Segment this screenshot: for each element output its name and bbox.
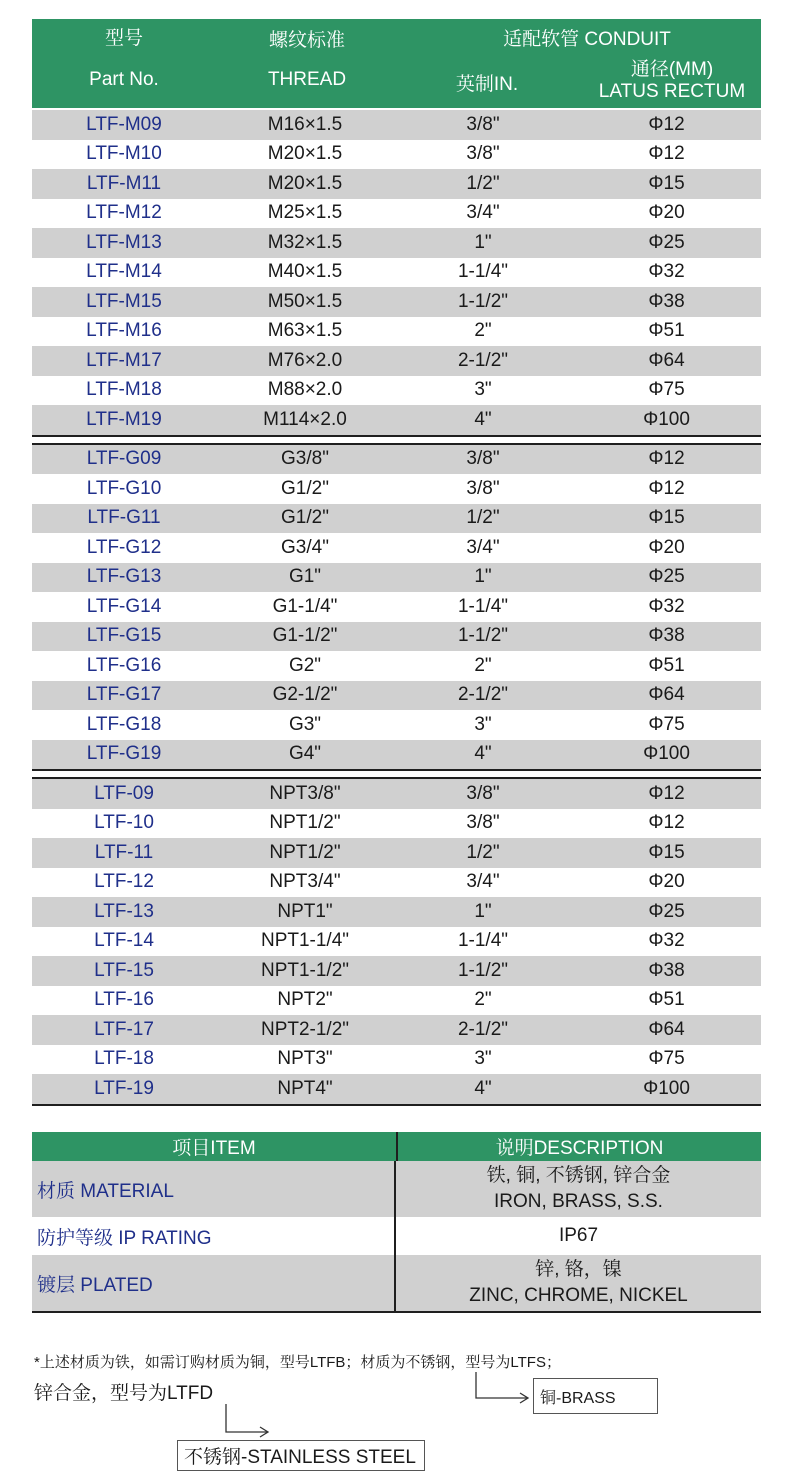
- latus-rectum-cell: Φ38: [648, 959, 685, 981]
- thread-cell: M76×2.0: [267, 349, 343, 371]
- latus-rectum-cell: Φ51: [648, 654, 685, 676]
- table-row: [32, 1045, 761, 1075]
- table-row: [32, 533, 761, 563]
- table-row: [32, 779, 761, 809]
- item-table: [32, 1132, 761, 1313]
- table-row: [32, 199, 761, 229]
- part-number-cell: LTF-17: [94, 1018, 154, 1040]
- note-line-1: *上述材质为铁，如需订购材质为铜，型号LTFB；材质为不锈钢，型号为LTFS；: [34, 1354, 561, 1371]
- table-row: [32, 986, 761, 1016]
- latus-rectum-cell: Φ64: [648, 349, 685, 371]
- table-row: [32, 376, 761, 406]
- latus-rectum-cell: Φ64: [648, 1018, 685, 1040]
- thread-cell: NPT1-1/2": [260, 959, 350, 981]
- table-row: [32, 110, 761, 140]
- table-row: [32, 258, 761, 288]
- inch-size-cell: 3/8": [466, 477, 500, 499]
- thread-cell: M16×1.5: [267, 113, 343, 135]
- thread-cell: G3": [288, 713, 322, 735]
- thread-cell: NPT4": [277, 1077, 333, 1099]
- header-latus-zh: 通径(MM): [630, 59, 714, 80]
- header-conduit: 适配软管 CONDUIT: [503, 29, 671, 50]
- thread-cell: M88×2.0: [267, 379, 343, 401]
- part-number-cell: LTF-M10: [86, 143, 162, 165]
- inch-size-cell: 1": [474, 231, 492, 253]
- inch-size-cell: 2": [474, 989, 492, 1011]
- item-table-header: [32, 1132, 761, 1161]
- row-group-2: [32, 443, 761, 772]
- thread-cell: NPT3/4": [269, 871, 341, 893]
- inch-size-cell: 4": [474, 408, 492, 430]
- part-number-cell: LTF-G11: [87, 507, 161, 529]
- thread-cell: G1": [288, 566, 322, 588]
- part-number-cell: LTF-M19: [86, 408, 162, 430]
- inch-size-cell: 3/8": [466, 448, 500, 470]
- thread-cell: G4": [288, 743, 322, 765]
- part-number-cell: LTF-G15: [86, 625, 162, 647]
- table-row: [32, 445, 761, 475]
- part-number-cell: LTF-13: [94, 900, 154, 922]
- header-latus-en: LATUS RECTUM: [598, 81, 746, 102]
- header-inch: 英制IN.: [455, 74, 519, 95]
- row-group-1: [32, 110, 761, 437]
- latus-rectum-cell: Φ15: [648, 841, 685, 863]
- latus-rectum-cell: Φ25: [648, 231, 685, 253]
- inch-size-cell: 2-1/2": [457, 349, 509, 371]
- thread-cell: M20×1.5: [267, 172, 343, 194]
- brass-arrow-icon: [476, 1372, 528, 1403]
- ip-rating-value: IP67: [558, 1225, 599, 1246]
- part-number-cell: LTF-10: [94, 812, 154, 834]
- latus-rectum-cell: Φ100: [643, 743, 690, 765]
- stainless-steel-callout: 不锈钢-STAINLESS STEEL: [177, 1440, 425, 1471]
- ip-rating-label: 防护等级 IP RATING: [32, 1217, 396, 1255]
- spec-table-body: [32, 110, 761, 1106]
- latus-rectum-cell: Φ15: [648, 507, 685, 529]
- inch-size-cell: 1-1/4": [457, 261, 509, 283]
- latus-rectum-cell: Φ25: [648, 566, 685, 588]
- table-row: [32, 228, 761, 258]
- part-number-cell: LTF-G12: [86, 536, 162, 558]
- part-number-cell: LTF-G10: [86, 477, 162, 499]
- spec-table-header: [32, 19, 761, 108]
- part-number-cell: LTF-G17: [86, 684, 162, 706]
- part-number-cell: LTF-12: [94, 871, 154, 893]
- thread-cell: M114×2.0: [263, 408, 347, 430]
- thread-cell: M20×1.5: [267, 143, 343, 165]
- part-number-cell: LTF-M12: [86, 202, 162, 224]
- header-thread-zh: 螺纹标准: [268, 30, 345, 51]
- inch-size-cell: 1": [474, 566, 492, 588]
- latus-rectum-cell: Φ12: [648, 113, 685, 135]
- table-row: [32, 868, 761, 898]
- part-number-cell: LTF-M11: [86, 172, 162, 194]
- latus-rectum-cell: Φ75: [648, 1048, 685, 1070]
- table-row: [32, 809, 761, 839]
- plated-value: [396, 1255, 761, 1311]
- table-row: [32, 287, 761, 317]
- plated-value-en: ZINC, CHROME, NICKEL: [469, 1285, 688, 1306]
- part-number-cell: LTF-M13: [86, 231, 162, 253]
- note-line-2: 锌合金，型号为LTFD: [34, 1383, 214, 1404]
- latus-rectum-cell: Φ38: [648, 290, 685, 312]
- part-number-cell: LTF-M17: [86, 349, 162, 371]
- part-number-cell: LTF-M15: [86, 290, 162, 312]
- part-number-cell: LTF-11: [94, 841, 154, 863]
- table-row: [32, 927, 761, 957]
- spec-table: [32, 19, 761, 1106]
- inch-size-cell: 3": [474, 713, 492, 735]
- latus-rectum-cell: Φ12: [648, 143, 685, 165]
- inch-size-cell: 4": [474, 1077, 492, 1099]
- latus-rectum-cell: Φ64: [648, 684, 685, 706]
- part-number-cell: LTF-G18: [86, 713, 162, 735]
- latus-rectum-cell: Φ15: [648, 172, 685, 194]
- table-row: [32, 1015, 761, 1045]
- inch-size-cell: 1": [474, 900, 492, 922]
- part-number-cell: LTF-16: [94, 989, 154, 1011]
- table-row: [32, 592, 761, 622]
- part-number-cell: LTF-G19: [86, 743, 162, 765]
- stainless-arrow-icon: [226, 1404, 268, 1437]
- inch-size-cell: 3/4": [466, 871, 500, 893]
- row-group-3: [32, 777, 761, 1106]
- inch-size-cell: 3/8": [466, 143, 500, 165]
- latus-rectum-cell: Φ20: [648, 202, 685, 224]
- table-row: [32, 681, 761, 711]
- thread-cell: M40×1.5: [267, 261, 343, 283]
- part-number-cell: LTF-19: [94, 1077, 154, 1099]
- latus-rectum-cell: Φ12: [648, 477, 685, 499]
- inch-size-cell: 3/4": [466, 536, 500, 558]
- plated-value-zh: 锌, 铬，镍: [535, 1259, 622, 1280]
- thread-cell: G3/8": [281, 448, 329, 470]
- thread-cell: M50×1.5: [267, 290, 343, 312]
- header-thread-en: THREAD: [267, 69, 347, 90]
- part-number-cell: LTF-M09: [86, 113, 162, 135]
- part-number-cell: LTF-M16: [86, 320, 162, 342]
- inch-size-cell: 2": [474, 654, 492, 676]
- part-number-cell: LTF-09: [94, 782, 154, 804]
- inch-size-cell: 3/8": [466, 113, 500, 135]
- material-value-en: IRON, BRASS, S.S.: [494, 1191, 663, 1212]
- inch-size-cell: 4": [474, 743, 492, 765]
- item-row-plated: [32, 1255, 761, 1311]
- thread-cell: G1-1/4": [272, 595, 338, 617]
- latus-rectum-cell: Φ32: [648, 261, 685, 283]
- thread-cell: G1/2": [281, 507, 329, 529]
- inch-size-cell: 3": [474, 379, 492, 401]
- table-row: [32, 956, 761, 986]
- table-row: [32, 710, 761, 740]
- item-row-material: [32, 1161, 761, 1217]
- table-row: [32, 622, 761, 652]
- thread-cell: M25×1.5: [267, 202, 343, 224]
- inch-size-cell: 2-1/2": [457, 684, 509, 706]
- part-number-cell: LTF-M14: [86, 261, 162, 283]
- inch-size-cell: 1-1/2": [457, 959, 509, 981]
- inch-size-cell: 1/2": [466, 841, 500, 863]
- plated-label: 镀层 PLATED: [32, 1255, 396, 1311]
- table-row: [32, 563, 761, 593]
- latus-rectum-cell: Φ100: [643, 1077, 690, 1099]
- thread-cell: G1/2": [281, 477, 329, 499]
- header-part-en: Part No.: [89, 69, 159, 90]
- thread-cell: NPT2-1/2": [260, 1018, 350, 1040]
- latus-rectum-cell: Φ12: [648, 448, 685, 470]
- table-row: [32, 651, 761, 681]
- header-part-zh: 型号: [104, 28, 143, 49]
- header-description: 说明DESCRIPTION: [495, 1138, 664, 1159]
- inch-size-cell: 1-1/4": [457, 595, 509, 617]
- table-row: [32, 474, 761, 504]
- table-row: [32, 504, 761, 534]
- inch-size-cell: 1-1/4": [457, 930, 509, 952]
- inch-size-cell: 1-1/2": [457, 625, 509, 647]
- thread-cell: NPT3/8": [269, 782, 341, 804]
- inch-size-cell: 2": [474, 320, 492, 342]
- part-number-cell: LTF-14: [94, 930, 154, 952]
- table-row: [32, 140, 761, 170]
- latus-rectum-cell: Φ12: [648, 782, 685, 804]
- inch-size-cell: 1/2": [466, 172, 500, 194]
- table-row: [32, 897, 761, 927]
- inch-size-cell: 3/8": [466, 812, 500, 834]
- part-number-cell: LTF-M18: [86, 379, 162, 401]
- material-label: 材质 MATERIAL: [32, 1161, 396, 1217]
- latus-rectum-cell: Φ20: [648, 871, 685, 893]
- table-row: [32, 169, 761, 199]
- latus-rectum-cell: Φ51: [648, 989, 685, 1011]
- thread-cell: NPT1/2": [269, 841, 341, 863]
- table-row: [32, 405, 761, 435]
- thread-cell: M63×1.5: [267, 320, 343, 342]
- table-row: [32, 1074, 761, 1104]
- brass-callout: 铜-BRASS: [533, 1378, 658, 1414]
- part-number-cell: LTF-G13: [86, 566, 162, 588]
- latus-rectum-cell: Φ20: [648, 536, 685, 558]
- thread-cell: NPT2": [277, 989, 333, 1011]
- part-number-cell: LTF-15: [94, 959, 154, 981]
- table-row: [32, 346, 761, 376]
- thread-cell: NPT3": [277, 1048, 333, 1070]
- thread-cell: G1-1/2": [272, 625, 338, 647]
- latus-rectum-cell: Φ32: [648, 595, 685, 617]
- latus-rectum-cell: Φ100: [643, 408, 690, 430]
- part-number-cell: LTF-G09: [86, 448, 162, 470]
- material-value: [396, 1161, 761, 1217]
- latus-rectum-cell: Φ25: [648, 900, 685, 922]
- part-number-cell: LTF-18: [94, 1048, 154, 1070]
- material-value-zh: 铁, 铜, 不锈钢, 锌合金: [486, 1165, 671, 1186]
- inch-size-cell: 2-1/2": [457, 1018, 509, 1040]
- thread-cell: NPT1/2": [269, 812, 341, 834]
- latus-rectum-cell: Φ75: [648, 713, 685, 735]
- inch-size-cell: 1-1/2": [457, 290, 509, 312]
- table-row: [32, 740, 761, 770]
- thread-cell: NPT1": [277, 900, 333, 922]
- latus-rectum-cell: Φ32: [648, 930, 685, 952]
- item-row-ip-rating: [32, 1217, 761, 1255]
- thread-cell: G3/4": [281, 536, 329, 558]
- latus-rectum-cell: Φ51: [648, 320, 685, 342]
- table-row: [32, 317, 761, 347]
- thread-cell: G2": [288, 654, 322, 676]
- latus-rectum-cell: Φ38: [648, 625, 685, 647]
- part-number-cell: LTF-G16: [86, 654, 162, 676]
- latus-rectum-cell: Φ12: [648, 812, 685, 834]
- inch-size-cell: 1/2": [466, 507, 500, 529]
- inch-size-cell: 3": [474, 1048, 492, 1070]
- thread-cell: M32×1.5: [267, 231, 343, 253]
- latus-rectum-cell: Φ75: [648, 379, 685, 401]
- thread-cell: G2-1/2": [272, 684, 338, 706]
- part-number-cell: LTF-G14: [86, 595, 162, 617]
- inch-size-cell: 3/4": [466, 202, 500, 224]
- thread-cell: NPT1-1/4": [260, 930, 350, 952]
- table-row: [32, 838, 761, 868]
- inch-size-cell: 3/8": [466, 782, 500, 804]
- header-item: 项目ITEM: [32, 1132, 398, 1161]
